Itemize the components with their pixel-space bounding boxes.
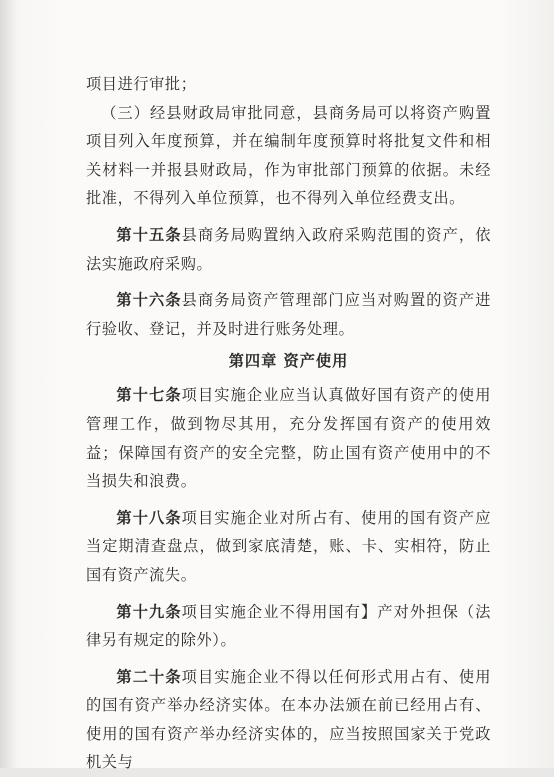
paragraph-continuation: 项目进行审批； — [86, 75, 197, 93]
article-20 — [86, 663, 491, 777]
article-15 — [86, 221, 491, 278]
article-16-text: 县商务局资产管理部门应当对购置的资产进行验收、登记，并及时进行账务处理。 — [86, 291, 491, 338]
paragraph-item-3: （三）经县财政局审批同意，县商务局可以将资产购置项目列入年度预算，并在编制年度预算时将批复文件和相关材料一并报县财政局，作为审批部门预算的依据。未经批准，不得列入单位预算，也不得列入单位经费支出。 — [86, 103, 491, 208]
chapter-heading: 第四章 资产使用 — [228, 352, 349, 371]
document-body — [86, 70, 491, 777]
article-17-heading: 第十七条 — [116, 386, 182, 405]
article-17 — [86, 381, 491, 495]
article-16-heading: 第十六条 — [116, 291, 182, 310]
article-20-heading: 第二十条 — [116, 667, 182, 686]
article-18 — [86, 504, 491, 590]
article-20-text: 项目实施企业不得以任何形式用占有、使用的国有资产举办经济实体。在本办法颁在前已经用占有、使用的国有资产举办经济实体的，应当按照国家关于党政机关与 — [86, 667, 491, 772]
article-15-text: 县商务局购置纳入政府采购范围的资产，依法实施政府采购。 — [86, 225, 491, 273]
article-19 — [86, 598, 491, 655]
article-16 — [86, 286, 491, 343]
article-19-text: 项目实施企业不得用国有】产对外担保（法律另有规定的除外）。 — [86, 602, 491, 650]
article-19-heading: 第十九条 — [116, 602, 182, 621]
article-18-heading: 第十八条 — [116, 508, 182, 527]
article-15-heading: 第十五条 — [116, 225, 182, 244]
article-18-text: 项目实施企业对所占有、使用的国有资产应当定期清查盘点，做到家底清楚，账、卡、实相符，防止国有资产流失。 — [86, 508, 491, 584]
article-17-text: 项目实施企业应当认真做好国有资产的使用管理工作，做到物尽其用，充分发挥国有资产的使用效益；保障国有资产的安全完整，防止国有资产使用中的不当损失和浪费。 — [86, 386, 491, 491]
